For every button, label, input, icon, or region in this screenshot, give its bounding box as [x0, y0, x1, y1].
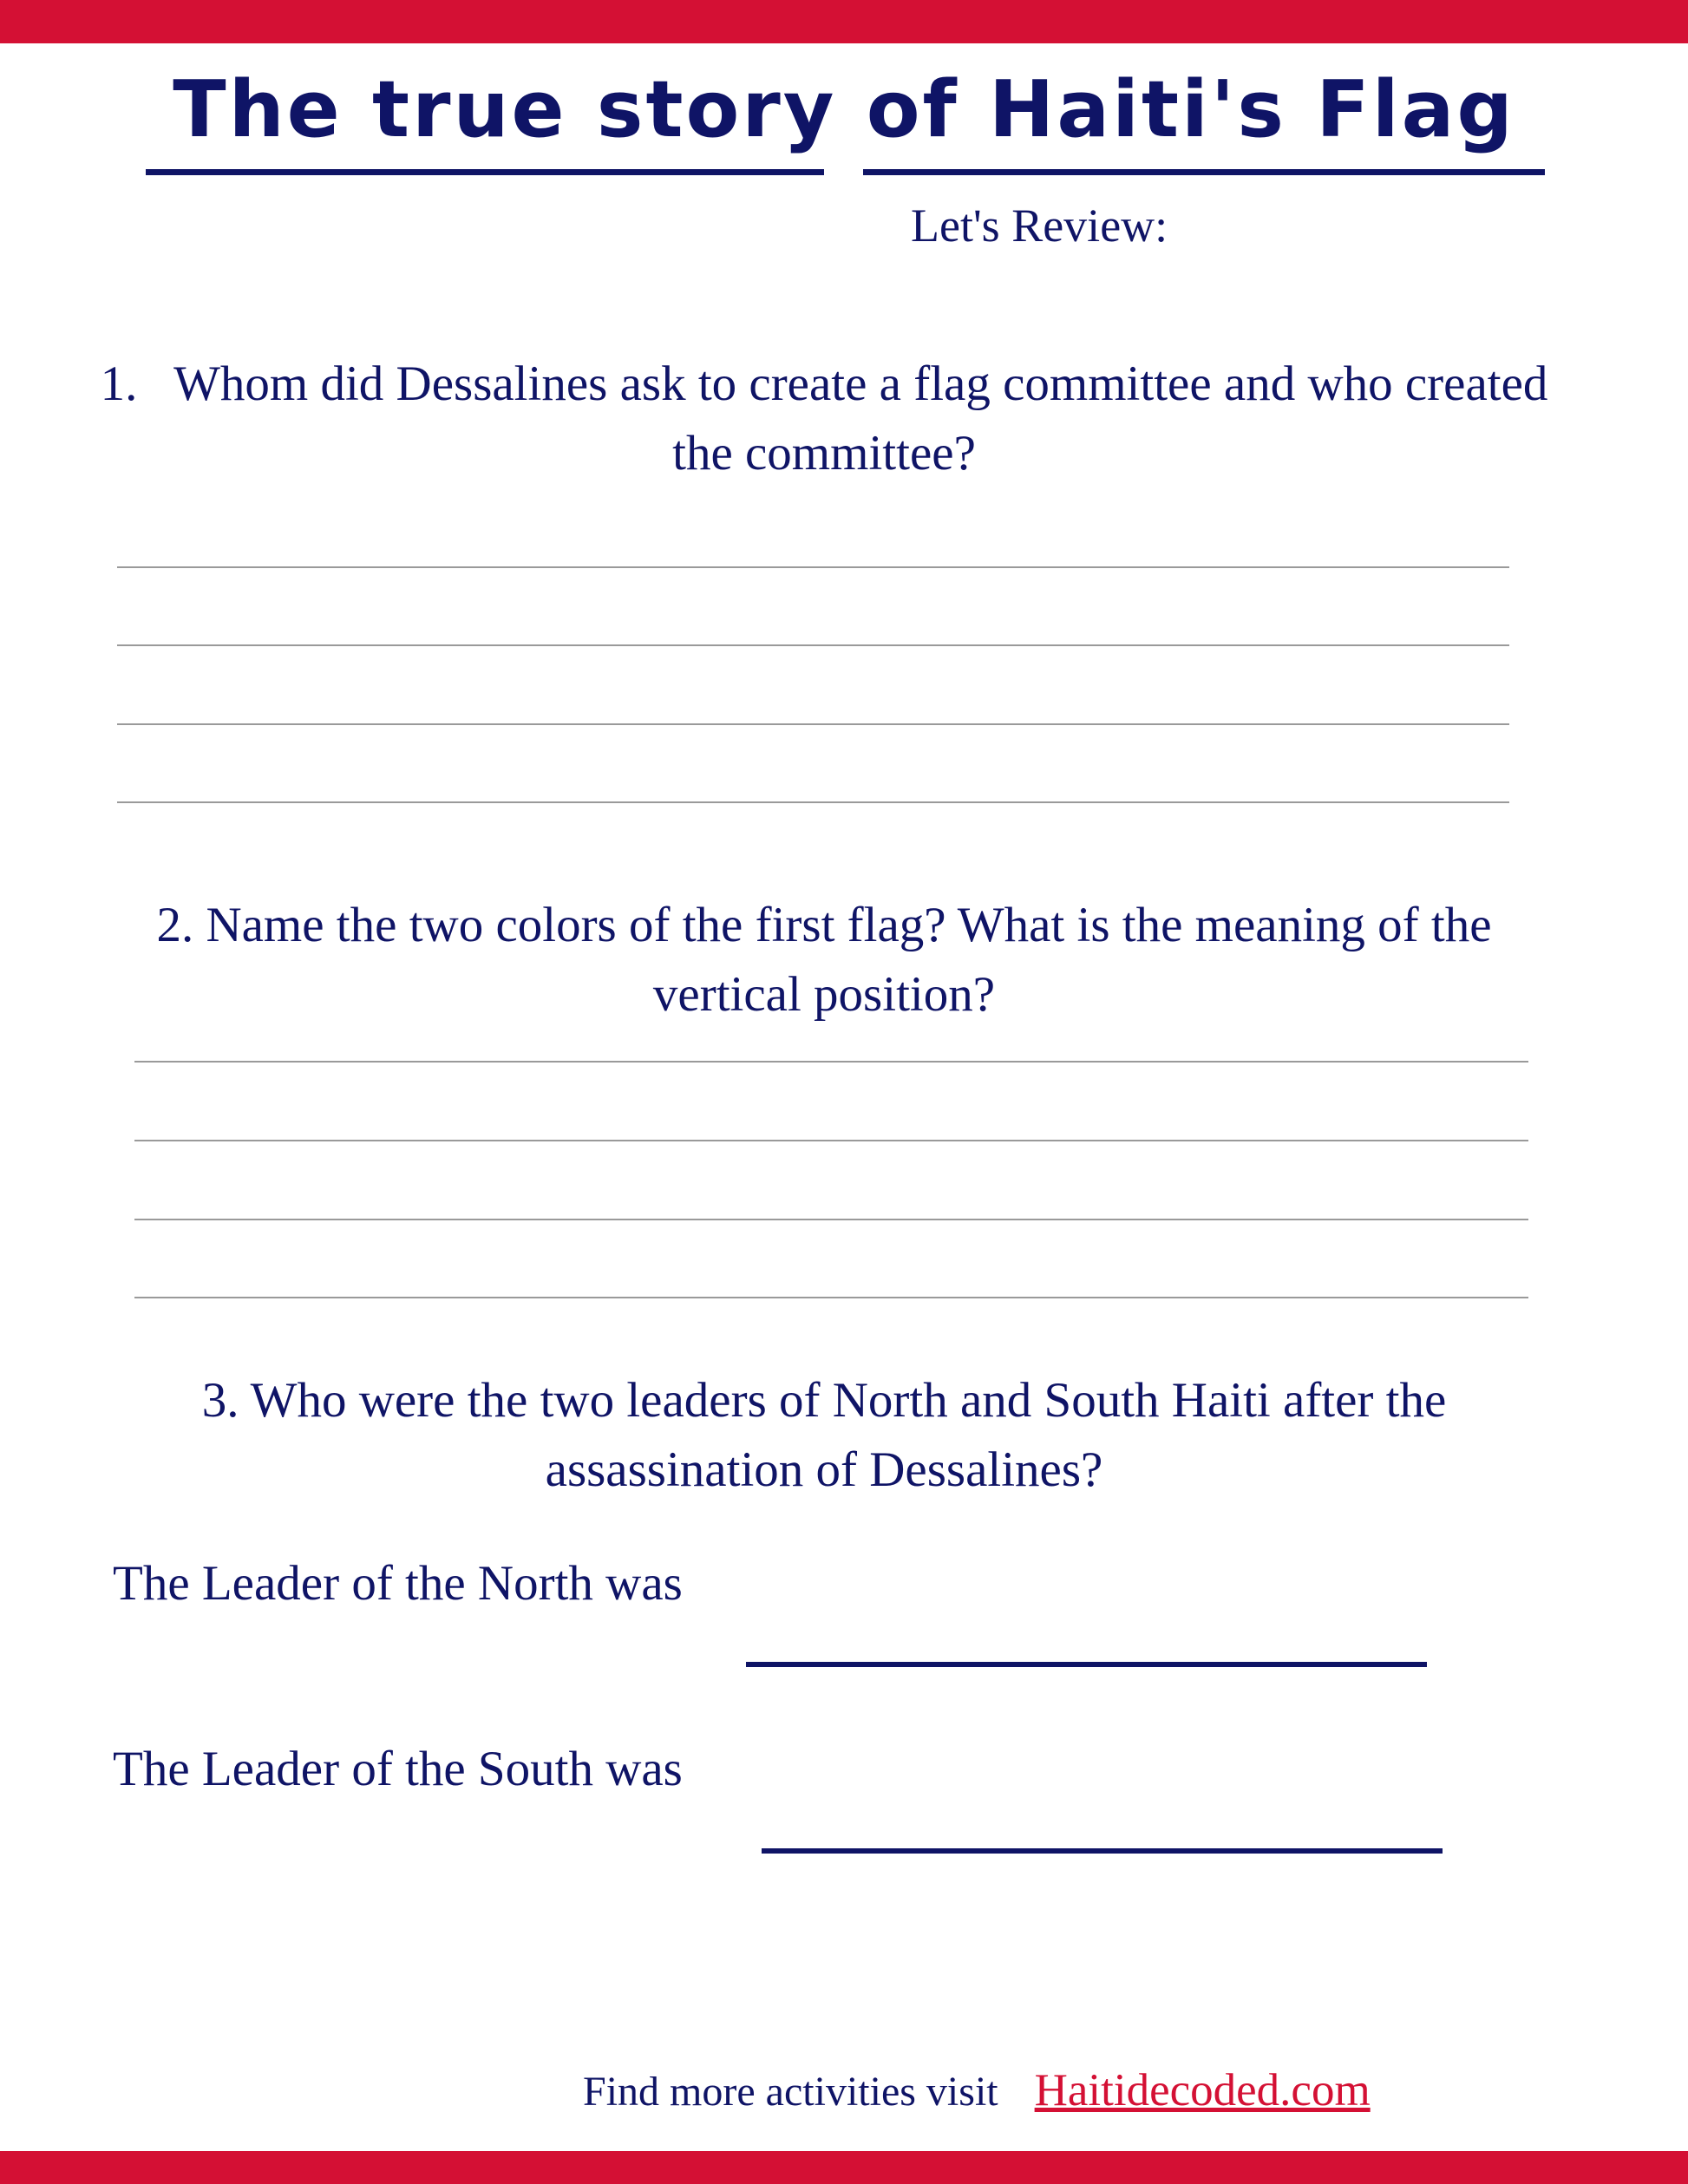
answer-line-q2-3[interactable] — [134, 1219, 1528, 1220]
title-underline-right — [863, 169, 1545, 175]
leader-south-answer-line[interactable] — [762, 1848, 1443, 1854]
answer-line-q1-3[interactable] — [117, 723, 1509, 725]
answer-line-q2-2[interactable] — [134, 1140, 1528, 1141]
question-2 — [87, 891, 1561, 1030]
answer-line-q1-4[interactable] — [117, 801, 1509, 803]
footer — [583, 2060, 1371, 2122]
page-title: The true story of Haiti's Flag — [173, 64, 1515, 155]
answer-line-q2-1[interactable] — [134, 1061, 1528, 1063]
question-3-number: 3. — [201, 1373, 239, 1428]
question-3 — [87, 1366, 1561, 1505]
leader-south-label: The Leader of the South was — [113, 1742, 683, 1796]
answer-line-q2-4[interactable] — [134, 1297, 1528, 1298]
title-underline-left — [146, 169, 824, 175]
question-3-text: Who were the two leaders of North and South Haiti after the assassination of Dessalines? — [250, 1373, 1447, 1497]
leader-north-label: The Leader of the North was — [113, 1556, 683, 1611]
question-1-text: Whom did Dessalines ask to create a flag committee and who created the committee? — [173, 356, 1548, 481]
question-1 — [87, 350, 1561, 488]
top-red-band — [0, 0, 1688, 43]
answer-line-q1-2[interactable] — [117, 644, 1509, 646]
question-2-text: Name the two colors of the first flag? What is the meaning of the vertical position? — [206, 898, 1492, 1022]
answer-line-q1-1[interactable] — [117, 566, 1509, 568]
question-1-number: 1. — [100, 356, 138, 411]
leader-north-answer-line[interactable] — [746, 1662, 1427, 1667]
footer-text: Find more activities visit — [583, 2069, 998, 2115]
footer-website-link[interactable]: Haitidecoded.com — [1034, 2065, 1371, 2115]
question-2-number: 2. — [156, 898, 194, 952]
bottom-red-band — [0, 2151, 1688, 2184]
section-subtitle: Let's Review: — [911, 199, 1168, 252]
